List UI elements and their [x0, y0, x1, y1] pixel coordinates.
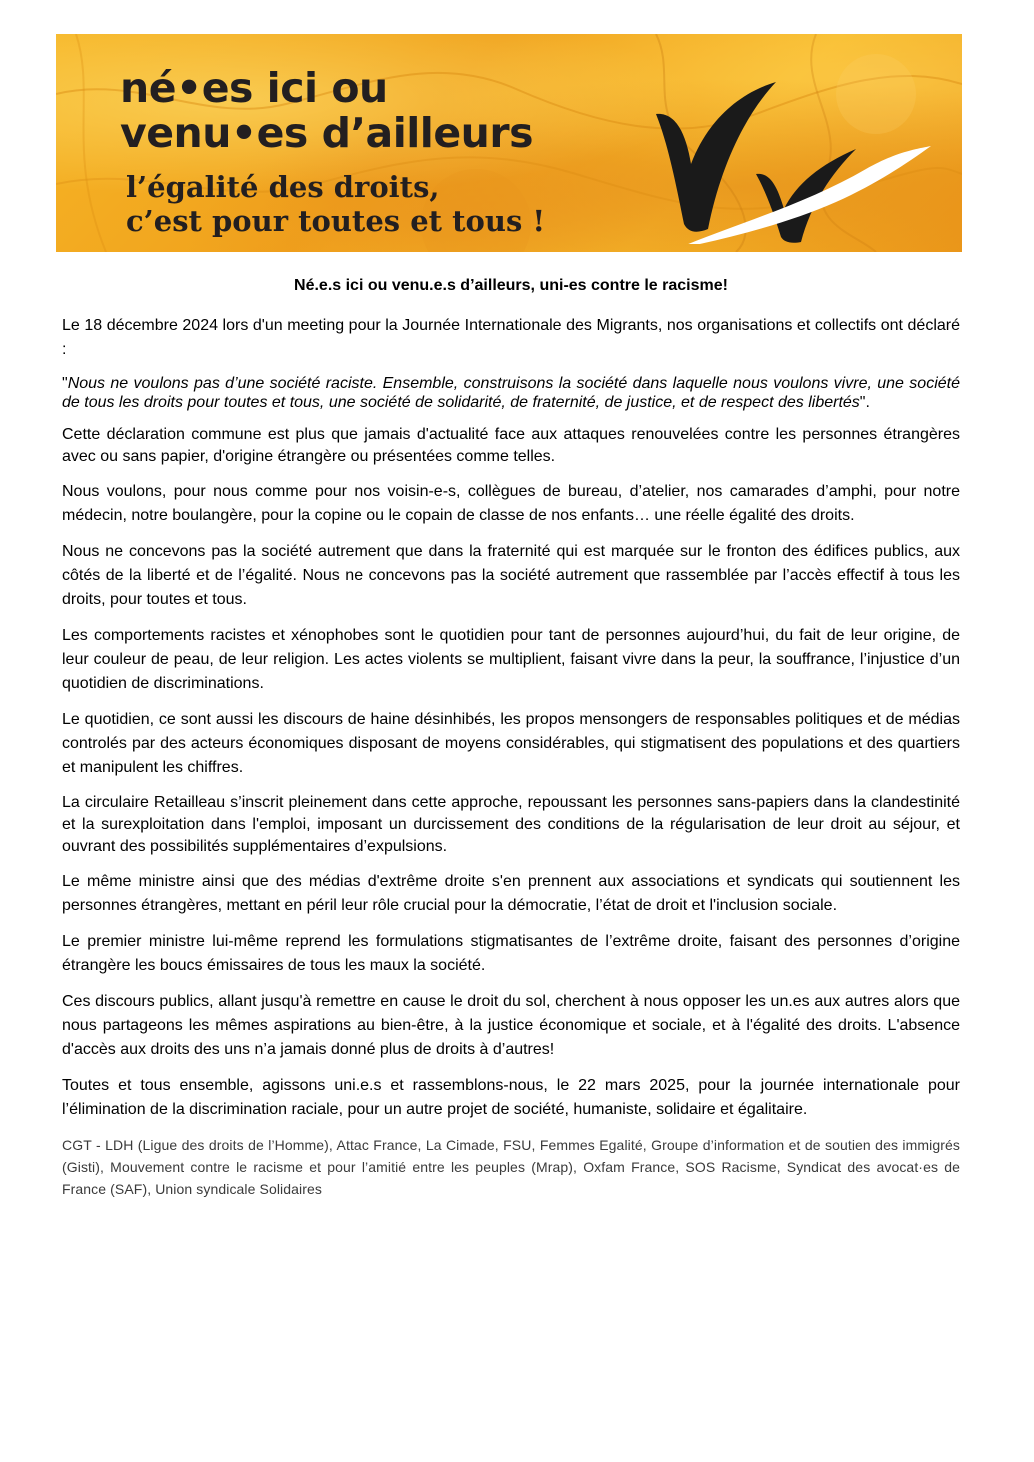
- paragraph: La circulaire Retailleau s’inscrit pleinement dans cette approche, repoussant les personnes sans-papiers dans la clandestinité et la surexploitation dans l'emploi, imposant un durcissement des conditions de la régularisation de leur droit au séjour, et ouvrant des possibilités supplémentaires d’expulsions.: [62, 794, 960, 855]
- banner-headline: [120, 66, 533, 156]
- paragraph: Toutes et tous ensemble, agissons uni.e.s et rassemblons-nous, le 22 mars 2025, pour la journée internationale pour l’élimination de la discrimination raciale, pour un autre projet de société, humaniste, solidaire et égalitaire.: [62, 1077, 960, 1118]
- page-title: Né.e.s ici ou venu.e.s d’ailleurs, uni-es contre le racisme!: [294, 277, 728, 294]
- paragraph: Le même ministre ainsi que des médias d'extrême droite s'en prennent aux associations et syndicats qui soutiennent les personnes étrangères, mettant en péril leur rôle crucial pour la démocratie, l’état de droit et l'inclusion sociale.: [62, 873, 960, 914]
- document-body: [62, 314, 960, 1200]
- subline-1: l’égalité des droits,: [126, 170, 440, 204]
- quote-text: Nous ne voulons pas d’une société raciste. Ensemble, construisons la société dans laquelle nous voulons vivre, une société de tous les droits pour toutes et tous, une société de solidarité, de fraternité, de justice, et de respect des libertés: [62, 375, 960, 411]
- intro-paragraph: Le 18 décembre 2024 lors d'un meeting pour la Journée Internationale des Migrants, nos organisations et collectifs ont déclaré :: [62, 317, 960, 358]
- paragraph: Nous ne concevons pas la société autrement que dans la fraternité qui est marquée sur le fronton des édifices publics, aux côtés de la liberté et de l’égalité. Nous ne concevons pas la société autrement que rassemblée par l’accès effectif à tous les droits, pour toutes et tous.: [62, 543, 960, 608]
- subline-2: c’est pour toutes et tous !: [126, 204, 546, 238]
- paragraph: Les comportements racistes et xénophobes sont le quotidien pour tant de personnes aujourd’hui, du fait de leur origine, de leur couleur de peau, de leur religion. Les actes violents se multiplient, faisant vivre dans la peur, la souffrance, l’injustice d’un quotidien de discriminations.: [62, 627, 960, 692]
- headline-line-1: né•es ici ou: [120, 64, 388, 112]
- header-banner: [56, 34, 962, 252]
- headline-line-2: venu•es d’ailleurs: [120, 109, 533, 157]
- banner-subline: [126, 170, 545, 238]
- paragraph: Cette déclaration commune est plus que jamais d'actualité face aux attaques renouvelées contre les personnes étrangères avec ou sans papier, d'origine étrangère ou présentées comme telles.: [62, 426, 960, 465]
- quote-paragraph: [62, 374, 960, 412]
- paragraph: Le premier ministre lui-même reprend les formulations stigmatisantes de l’extrême droite, faisant des personnes d’origine étrangère les boucs émissaires de tous les maux la société.: [62, 933, 960, 974]
- signatories: CGT - LDH (Ligue des droits de l’Homme), Attac France, La Cimade, FSU, Femmes Egalité, Groupe d’information et de soutien des immigrés (Gisti), Mouvement contre le racisme et pour l’amitié entre les peuples (Mrap), Oxfam France, SOS Racisme, Syndicat des avocat·es de France (SAF), Union syndicale Solidaires: [62, 1137, 960, 1197]
- quote-close: ".: [859, 394, 870, 411]
- paragraph: Nous voulons, pour nous comme pour nos voisin-e-s, collègues de bureau, d’atelier, nos camarades d’amphi, pour notre médecin, notre boulangère, pour la copine ou le copain de classe de nos enfants… une réelle égalité des droits.: [62, 483, 960, 524]
- quote-open: ": [62, 375, 68, 392]
- paragraph: Le quotidien, ce sont aussi les discours de haine désinhibés, les propos mensongers de responsables politiques et de médias controlés par des acteurs économiques disposant de moyens considérables, qui stigmatisent des populations et des quartiers et manipulent les chiffres.: [62, 711, 960, 776]
- paragraph: Ces discours publics, allant jusqu'à remettre en cause le droit du sol, cherchent à nous opposer les un.es aux autres alors que nous partageons les mêmes aspirations au bien-être, à la justice économique et sociale, et à l'égalité des droits. L'absence d'accès aux droits des uns n’a jamais donné plus de droits à d’autres!: [62, 993, 960, 1058]
- double-check-icon: [636, 74, 936, 244]
